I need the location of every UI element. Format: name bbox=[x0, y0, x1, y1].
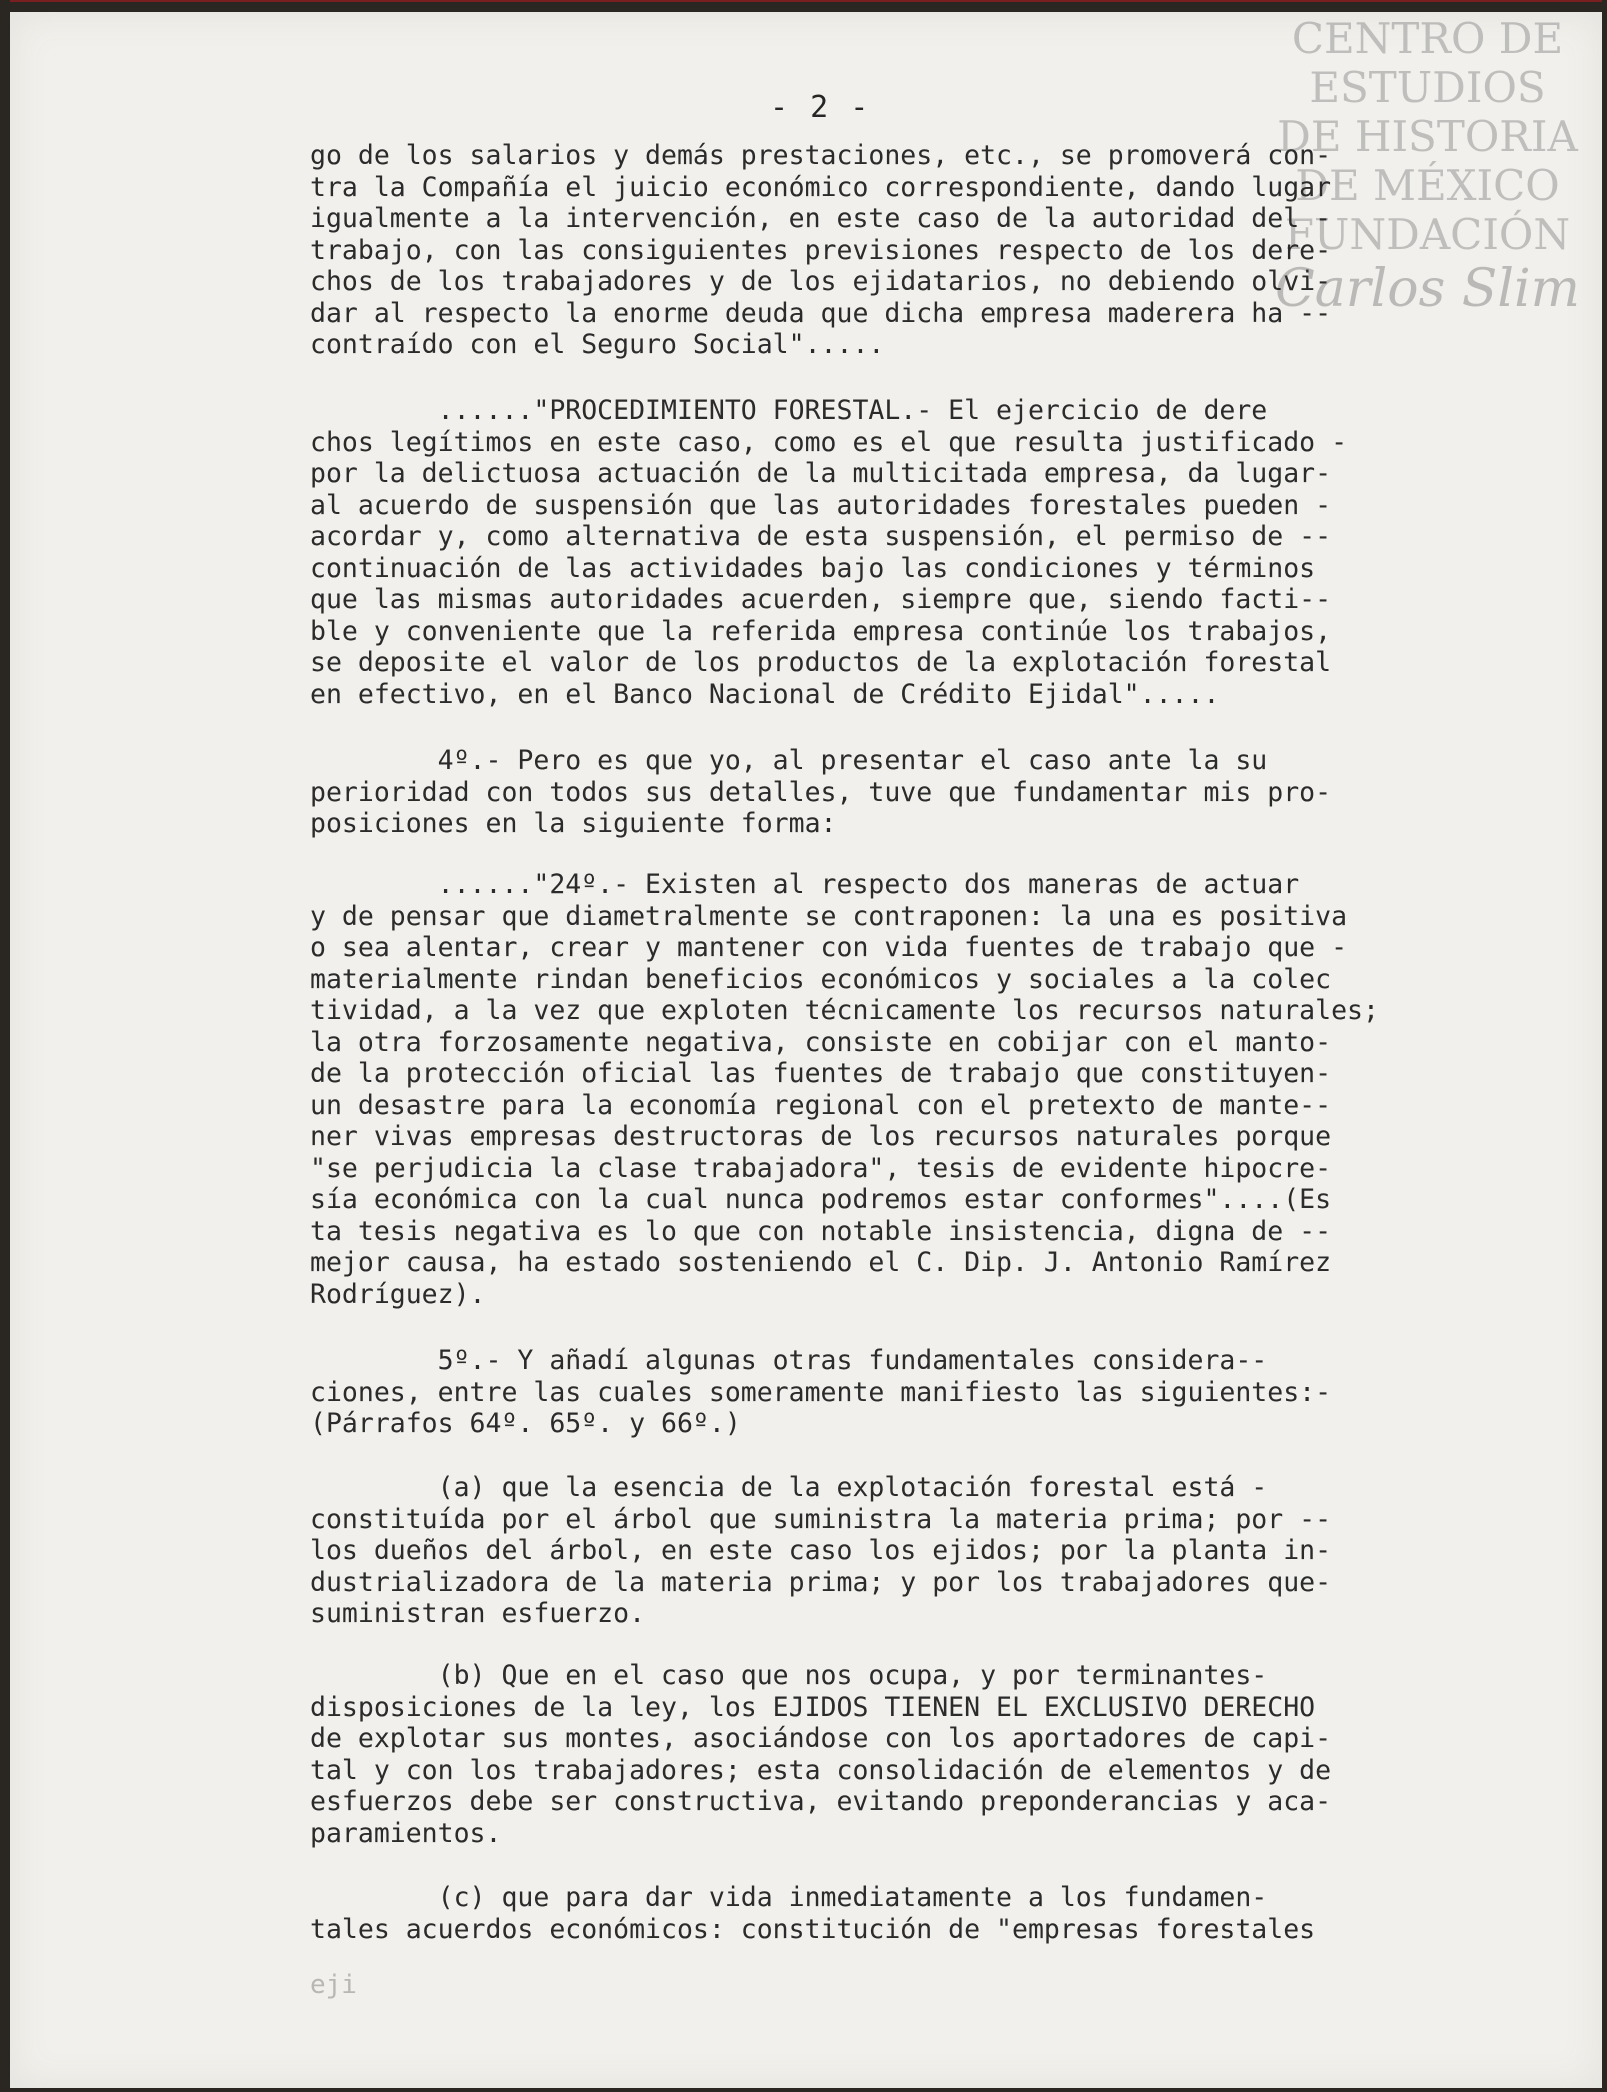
document-page bbox=[10, 12, 1602, 2088]
page-number: - 2 - bbox=[770, 90, 871, 125]
watermark-signature: Carlos Slim bbox=[1275, 259, 1580, 319]
paragraph-24: ......"24º.- Existen al respecto dos maneras de actuar y de pensar que diametralmente se contraponen: la una es positiva o sea alentar, crear y mantener con vida fuentes de trabajo que - materialmente rindan beneficios económicos y sociales a la colec tividad, a la vez que exploten técnicamente los recursos naturales; la otra forzosamente negativa, consiste en cobijar con el manto- de la protección oficial las fuentes de trabajo que constituyen- un desastre para la economía regional con el pretexto de mante-- ner vivas empresas destructoras de los recursos naturales porque "se perjudicia la clase trabajadora", tesis de evidente hipocre- sía económica con la cual nunca podremos estar conformes"....(Es ta tesis negativa es lo que con notable insistencia, digna de -- mejor causa, ha estado sosteniendo el C. Dip. J. Antonio Ramírez Rodríguez). bbox=[310, 869, 1379, 1310]
page-fragment: eji bbox=[310, 1970, 357, 2000]
paragraph-4: 4º.- Pero es que yo, al presentar el caso ante la su perioridad con todos sus detalles, tuve que fundamentar mis pro- posiciones en la siguiente forma: bbox=[310, 745, 1332, 839]
watermark-line: DE MÉXICO bbox=[1295, 161, 1560, 210]
paragraph-procedimiento-forestal: ......"PROCEDIMIENTO FORESTAL.- El ejercicio de dere chos legítimos en este caso, como es el que resulta justificado - por la delictuosa actuación de la multicitada empresa, da lugar- al acuerdo de suspensión que las autoridades forestales pueden - acordar y, como alternativa de esta suspensión, el permiso de -- continuación de las actividades bajo las condiciones y términos que las mismas autoridades acuerden, siempre que, siendo facti-- ble y conveniente que la referida empresa continúe los trabajos, se deposite el valor de los productos de la explotación forestal en efectivo, en el Banco Nacional de Crédito Ejidal"..... bbox=[310, 395, 1348, 710]
watermark-line: CENTRO DE bbox=[1291, 14, 1564, 63]
paragraph-5: 5º.- Y añadí algunas otras fundamentales considera-- ciones, entre las cuales someramente manifiesto las siguientes:- (Párrafos 64º. 65º. y 66º.) bbox=[310, 1345, 1332, 1439]
paragraph-c: (c) que para dar vida inmediatamente a los fundamen- tales acuerdos económicos: constitución de "empresas forestales bbox=[310, 1882, 1316, 1945]
paragraph-a: (a) que la esencia de la explotación forestal está - constituída por el árbol que suministra la materia prima; por -- los dueños del árbol, en este caso los ejidos; por la planta in- dustrializadora de la materia prima; y por los trabajadores que- suministran esfuerzo. bbox=[310, 1472, 1332, 1629]
watermark-line: DE HISTORIA bbox=[1277, 112, 1578, 161]
watermark-line: ESTUDIOS bbox=[1309, 63, 1546, 112]
scan-edge bbox=[10, 0, 1602, 2]
paragraph-b: (b) Que en el caso que nos ocupa, y por terminantes- disposiciones de la ley, los EJIDOS TIENEN EL EXCLUSIVO DERECHO de explotar sus montes, asociándose con los aportadores de capi- tal y con los trabajadores; esta consolidación de elementos y de esfuerzos debe ser constructiva, evitando preponderancias y aca- paramientos. bbox=[310, 1660, 1332, 1849]
paragraph-continuation: go de los salarios y demás prestaciones, etc., se promoverá con- tra la Compañía el juicio económico correspondiente, dando lugar igualmente a la intervención, en este caso de la autoridad del - trabajo, con las consiguientes previsiones respecto de los dere- chos de los trabajadores y de los ejidatarios, no debiendo olvi- dar al respecto la enorme deuda que dicha empresa maderera ha -- contraído con el Seguro Social"..... bbox=[310, 140, 1332, 360]
watermark-line: FUNDACIÓN bbox=[1284, 210, 1571, 259]
